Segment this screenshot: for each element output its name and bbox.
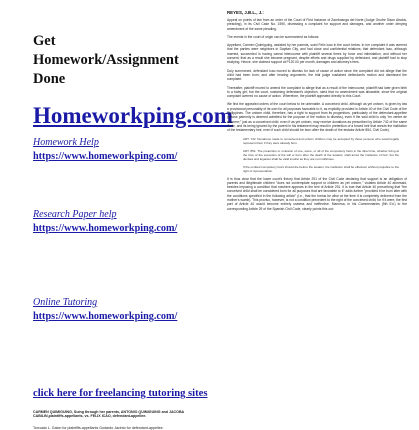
homeworkping-link[interactable]: Homeworkping.com [33, 103, 233, 128]
homework-help-url[interactable]: https://www.homeworkping.com/ [33, 151, 178, 162]
homework-help-block [33, 137, 203, 163]
paragraph-6: We find the appealed orders of the court below to be untenable. A conceived child, although as yet unborn, is given by law a provisional personality of its own for all purposes favorable to it, as explicitly provided in Article 40 of the Civil Code of the Philippines. The unborn child, therefore, has a right to support from its progenitors, particularly of the defendant-appellee (whose paternity is deemed admitted for the purpose of the motion to dismiss), even if the said child is only "en ventre de sa mere;" just as a conceived child, even if as yet unborn, may receive donations as prescribed by Article 742 of the same Code, and its being ignored by the parent in his testament may result in preterition of a forced heir that annuls the institution of the testamentary heir, even if such child should be born after the death of the testator Article 854, Civil Code). [227, 102, 407, 133]
research-paper-url[interactable]: https://www.homeworkping.com/ [33, 223, 178, 234]
online-tutoring-block [33, 297, 203, 323]
quote-omitted-heirs: If the omitted compulsory heirs should die before the testator, the institution shall be effectual, without prejudice to the right of representation. [243, 164, 399, 173]
online-tutoring-link[interactable]: Online Tutoring [33, 297, 98, 308]
page-title: Get Homework/Assignment Done [33, 33, 179, 87]
paragraph-1: Appeal on points of law from an order of the Court of First Instance of Zamboanga del Norte (Judge Onofre Sison Abalos, presiding), in its Civil Case No. 1590, dismissing a complaint for support and damages, and another order denying amendment of the same pleading. [227, 18, 407, 31]
left-column [33, 32, 233, 430]
right-column [227, 10, 407, 215]
paragraph-4: Duly summoned, defendant Icao moved to dismiss for lack of cause of action since the complaint did not allege that the child had been born; and after hearing arguments, the trial judge sustained defendant's motion and dismissed the complaint. [227, 68, 407, 82]
paragraph-closing: It is thus clear that the lower court's theory that Article 291 of the Civil Code declaring that support is an obligation of parents and illegitimate children "does not contemplate support to children as yet unborn," violates Article 40 aforesaid, besides imposing a condition that nowhere appears in the text of Article 291. It is true that Article 40 prescribing that "the conceived child shall be considered born for all purposes that are favorable to it" adds further "provided it be born later with the conditions specified in the following article" (i.e., that the foetus be alive at the time it is completely delivered from the mother's womb). This proviso, however, is not a condition precedent to the right of the conceived child; for if it were, the first part of Article 40 would become entirely useless and ineffective. Manresa, in his Commentaries (5th Ed.) to the corresponding Article 29 of the Spanish Civil Code, clearly points this out: [227, 176, 407, 211]
online-tutoring-url[interactable]: https://www.homeworkping.com/ [33, 311, 178, 322]
quote-art-854: ART. 854. The preterition or omission of one, some, or all of the compulsory heirs in the direct line, whether living at the time of the execution of the will or born after the death of the testator, shall annul the institution of heir; but the devises and legacies shall be valid insofar as they are not inofficious. [243, 148, 399, 161]
paragraph-2: The events in the court of origin can be summarized as follows: [227, 34, 320, 39]
case-parties-text: CARMEN QUIMIGUING, Suing through her parents, ANTONIO QUIMIGUING and JACOBA CABILIN,plaintiffs-appellants, vs. FELIX ICAO, defendant-appellee. [33, 410, 185, 419]
justice-heading: REYES, J.B.L., J.: [227, 10, 264, 15]
freelance-link[interactable]: click here for freelancing tutoring sites [33, 388, 208, 399]
case-counsel: Torcuato L. Galon for plaintiffs-appellants Godardo Jacinto for defendant-appellee. [33, 426, 164, 430]
case-parties [33, 410, 203, 419]
paragraph-5: Thereafter, plaintiff moved to amend the complaint to allege that as a result of the intercourse, plaintiff had later given birth to a baby girl; but the court, sustaining defendant's objection, ruled that no amendment was allowable, since the original complaint averred no cause of action. Wherefore, the plaintiff appealed directly to this Court. [227, 85, 407, 99]
quote-art-742: ART. 742. Donations made to conceived and unborn children may be accepted by those persons who would legally represent them if they were already born. [243, 136, 399, 145]
research-paper-link[interactable]: Research Paper help [33, 209, 117, 220]
research-paper-block [33, 209, 203, 235]
homework-help-link[interactable]: Homework Help [33, 137, 99, 148]
paragraph-3: Appellant, Carmen Quimiguing, assisted by her parents, sued Felix Icao in the court below. In her complaint it was averred that the parties were neighbors in Dapitan City, and had close and confidential relations; that defendant Icao, although married, succeeded in having carnal intercourse with plaintiff several times by force and intimidation, and without her consent; that as a result she became pregnant, despite efforts and drugs supplied by defendant, and plaintiff had to stop studying. Hence, she claimed support at P120.00 per month, damages and attorney's fees. [227, 43, 407, 65]
